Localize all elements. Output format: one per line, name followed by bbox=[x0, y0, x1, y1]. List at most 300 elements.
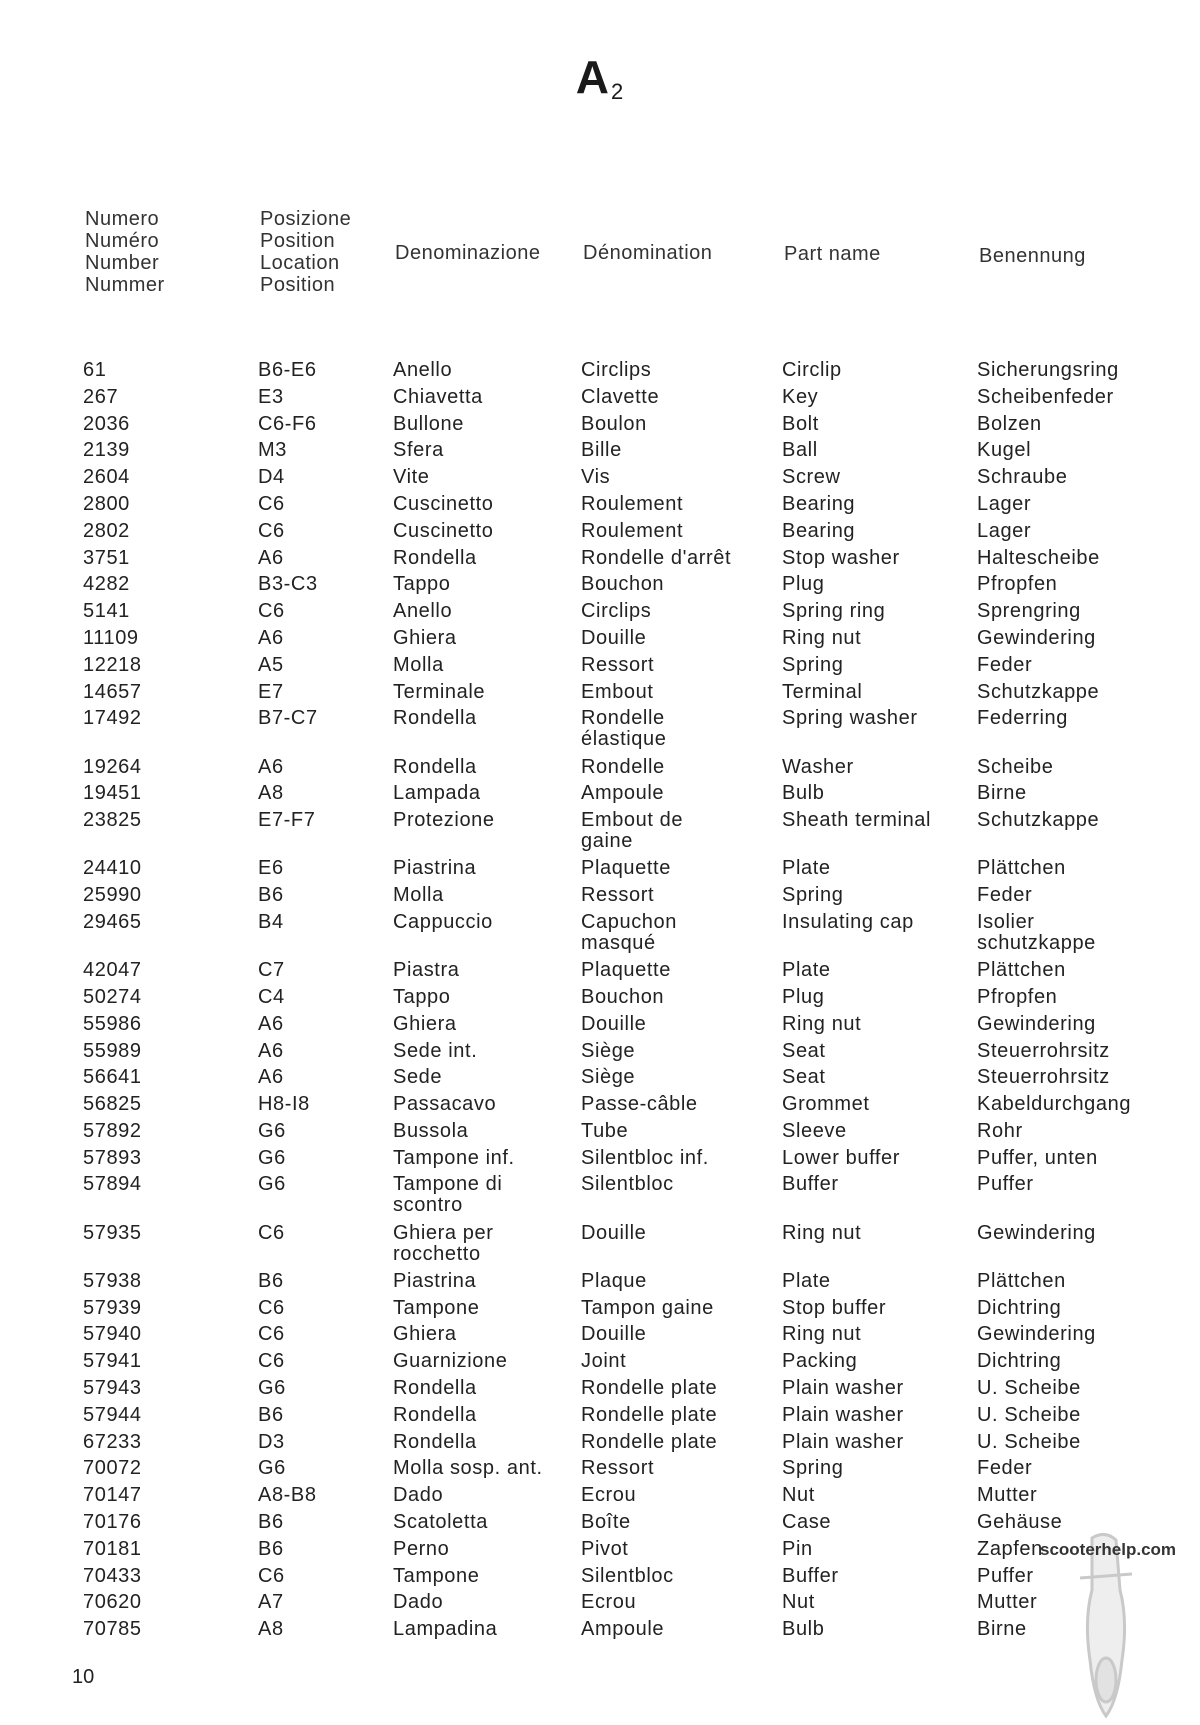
table-cell: 55986 bbox=[83, 1012, 142, 1035]
column-header-line: Part name bbox=[784, 243, 881, 265]
table-cell: Grommet bbox=[782, 1093, 870, 1116]
table-cell: A6 bbox=[258, 755, 284, 778]
table-cell: Perno bbox=[393, 1537, 450, 1560]
table-cell: Lower buffer bbox=[782, 1146, 901, 1169]
table-row bbox=[0, 810, 1200, 858]
table-cell: U. Scheibe bbox=[977, 1377, 1081, 1400]
table-cell: B6 bbox=[258, 884, 284, 907]
table-cell: Plain washer bbox=[782, 1403, 904, 1426]
table-row bbox=[0, 1566, 1200, 1593]
table-cell: 19451 bbox=[83, 782, 142, 805]
watermark-text: scooterhelp.com bbox=[1040, 1540, 1177, 1559]
table-cell: Rondelle d'arrêt bbox=[581, 546, 732, 569]
table-cell: H8-I8 bbox=[258, 1093, 310, 1116]
table-row bbox=[0, 1405, 1200, 1432]
table-cell: Molla sosp. ant. bbox=[393, 1457, 543, 1480]
table-cell: Buffer bbox=[782, 1173, 839, 1196]
table-cell: 57892 bbox=[83, 1119, 142, 1142]
column-header bbox=[85, 208, 165, 296]
table-cell: Plate bbox=[782, 1269, 831, 1292]
table-cell: Circlip bbox=[782, 359, 842, 381]
table-row bbox=[0, 885, 1200, 912]
table-cell: Vis bbox=[581, 466, 611, 489]
table-cell: 19264 bbox=[83, 755, 142, 778]
table-cell: Bearing bbox=[782, 519, 856, 542]
table-cell: Plain washer bbox=[782, 1377, 904, 1400]
table-cell: Tampone inf. bbox=[393, 1146, 515, 1169]
table-cell: Zapfen bbox=[977, 1537, 1043, 1560]
table-cell: Sleeve bbox=[782, 1119, 847, 1142]
table-cell: 57941 bbox=[83, 1350, 142, 1373]
table-cell: 70147 bbox=[83, 1484, 142, 1507]
table-cell: U. Scheibe bbox=[977, 1403, 1081, 1426]
table-cell: Sicherungsring bbox=[977, 359, 1119, 381]
table-cell: 55989 bbox=[83, 1039, 142, 1062]
column-header-line: Numero bbox=[85, 208, 160, 230]
table-cell: Gehäuse bbox=[977, 1511, 1063, 1534]
table-cell: 17492 bbox=[83, 707, 142, 730]
table-row bbox=[0, 387, 1200, 414]
table-cell: 70181 bbox=[83, 1537, 142, 1560]
table-cell: Ressort bbox=[581, 653, 655, 676]
table-cell: M3 bbox=[258, 439, 287, 462]
table-cell: A8 bbox=[258, 1618, 284, 1641]
table-cell: Plaquette bbox=[581, 959, 671, 982]
table-cell: Dado bbox=[393, 1484, 444, 1507]
table-cell: Rondella bbox=[393, 546, 477, 569]
table-cell: Feder bbox=[977, 653, 1033, 676]
table-cell: Cappuccio bbox=[393, 910, 493, 933]
table-cell: Stop washer bbox=[782, 546, 900, 569]
table-cell: 2802 bbox=[83, 519, 130, 542]
table-cell: Cuscinetto bbox=[393, 492, 494, 515]
table-cell: Rondella bbox=[393, 1403, 477, 1426]
table-cell: G6 bbox=[258, 1377, 286, 1400]
table-cell: Feder bbox=[977, 884, 1033, 907]
table-cell: Buffer bbox=[782, 1564, 839, 1587]
table-cell: Douille bbox=[581, 1323, 647, 1346]
parts-table bbox=[0, 360, 1200, 1646]
table-cell: Joint bbox=[581, 1350, 627, 1373]
table-cell: A5 bbox=[258, 653, 284, 676]
table-cell: Guarnizione bbox=[393, 1350, 508, 1373]
table-cell: Dichtring bbox=[977, 1296, 1062, 1319]
table-cell: Molla bbox=[393, 884, 444, 907]
table-cell: G6 bbox=[258, 1119, 286, 1142]
table-cell: 2036 bbox=[83, 412, 130, 435]
column-header-line: Denominazione bbox=[395, 242, 541, 264]
table-row bbox=[0, 601, 1200, 628]
table-cell: C7 bbox=[258, 959, 285, 982]
table-cell: G6 bbox=[258, 1173, 286, 1196]
table-cell: B6 bbox=[258, 1269, 284, 1292]
column-header-line: Benennung bbox=[979, 245, 1086, 267]
table-row bbox=[0, 440, 1200, 467]
table-cell: Roulement bbox=[581, 492, 684, 515]
table-cell: Rondella bbox=[393, 1377, 477, 1400]
table-cell: Tube bbox=[581, 1119, 629, 1142]
table-cell: Birne bbox=[977, 1618, 1027, 1641]
table-row bbox=[0, 1223, 1200, 1271]
table-row bbox=[0, 682, 1200, 709]
table-cell: Sfera bbox=[393, 439, 444, 462]
table-cell: Spring bbox=[782, 884, 844, 907]
table-cell: Gewindering bbox=[977, 1012, 1096, 1035]
table-row bbox=[0, 1432, 1200, 1459]
table-cell: 57935 bbox=[83, 1221, 142, 1244]
table-cell: B6 bbox=[258, 1403, 284, 1426]
table-row bbox=[0, 1148, 1200, 1175]
table-row bbox=[0, 1121, 1200, 1148]
table-row bbox=[0, 912, 1200, 960]
table-cell: Lager bbox=[977, 492, 1032, 515]
table-cell: 12218 bbox=[83, 653, 142, 676]
table-cell: Seat bbox=[782, 1039, 826, 1062]
table-cell: G6 bbox=[258, 1146, 286, 1169]
table-cell: C6 bbox=[258, 1564, 285, 1587]
table-cell: E6 bbox=[258, 857, 284, 880]
table-cell: B6-E6 bbox=[258, 359, 317, 381]
table-cell: Stop buffer bbox=[782, 1296, 887, 1319]
column-header bbox=[979, 245, 1086, 267]
table-cell: 56825 bbox=[83, 1093, 142, 1116]
table-row bbox=[0, 708, 1200, 756]
table-cell: Plug bbox=[782, 985, 825, 1008]
table-cell: Spring bbox=[782, 653, 844, 676]
table-cell: 57944 bbox=[83, 1403, 142, 1426]
table-cell: Passacavo bbox=[393, 1093, 497, 1116]
table-cell: 2139 bbox=[83, 439, 130, 462]
table-cell: 57939 bbox=[83, 1296, 142, 1319]
table-cell: C6 bbox=[258, 1296, 285, 1319]
table-cell: Ressort bbox=[581, 884, 655, 907]
column-header-line: Location bbox=[260, 252, 340, 274]
table-cell: Tappo bbox=[393, 573, 451, 596]
table-cell: 25990 bbox=[83, 884, 142, 907]
table-cell: 57894 bbox=[83, 1173, 142, 1196]
table-cell: Steuerrohrsitz bbox=[977, 1066, 1110, 1089]
column-header-line: Position bbox=[260, 230, 336, 252]
table-row bbox=[0, 960, 1200, 987]
table-cell: Pfropfen bbox=[977, 573, 1058, 596]
table-cell: Haltescheibe bbox=[977, 546, 1100, 569]
table-cell: D3 bbox=[258, 1430, 285, 1453]
table-cell: Kabeldurchgang bbox=[977, 1093, 1132, 1116]
table-cell: Bearing bbox=[782, 492, 856, 515]
table-row bbox=[0, 1094, 1200, 1121]
table-cell: Spring bbox=[782, 1457, 844, 1480]
table-cell: 24410 bbox=[83, 857, 142, 880]
table-cell: 42047 bbox=[83, 959, 142, 982]
table-cell: 11109 bbox=[83, 626, 139, 649]
column-header bbox=[583, 242, 712, 264]
table-cell: 57943 bbox=[83, 1377, 142, 1400]
table-cell: B3-C3 bbox=[258, 573, 318, 596]
table-cell: Plättchen bbox=[977, 1269, 1066, 1292]
table-cell: G6 bbox=[258, 1457, 286, 1480]
table-cell: Terminal bbox=[782, 680, 863, 703]
table-row bbox=[0, 1619, 1200, 1646]
table-cell: Puffer, unten bbox=[977, 1146, 1098, 1169]
table-row bbox=[0, 1592, 1200, 1619]
table-row bbox=[0, 1174, 1200, 1222]
table-cell: Bulb bbox=[782, 782, 825, 805]
table-cell: Bouchon bbox=[581, 573, 665, 596]
table-cell: Puffer bbox=[977, 1173, 1034, 1196]
table-cell: Plug bbox=[782, 573, 825, 596]
table-cell: Rohr bbox=[977, 1119, 1023, 1142]
table-cell: Rondella bbox=[393, 707, 477, 730]
table-cell: Ecrou bbox=[581, 1484, 637, 1507]
table-cell: C6 bbox=[258, 1350, 285, 1373]
table-cell: Ring nut bbox=[782, 1012, 862, 1035]
column-header-line: Dénomination bbox=[583, 242, 713, 264]
table-cell: Ghiera per rocchetto bbox=[393, 1221, 494, 1265]
table-cell: Federring bbox=[977, 707, 1068, 730]
table-cell: B6 bbox=[258, 1511, 284, 1534]
table-cell: 267 bbox=[83, 385, 119, 408]
table-cell: 70785 bbox=[83, 1618, 142, 1641]
column-header bbox=[395, 242, 540, 264]
table-row bbox=[0, 1041, 1200, 1068]
table-row bbox=[0, 1539, 1200, 1566]
table-cell: Bolt bbox=[782, 412, 819, 435]
table-cell: Schutzkappe bbox=[977, 680, 1100, 703]
table-cell: Case bbox=[782, 1511, 832, 1534]
table-cell: A6 bbox=[258, 1066, 284, 1089]
table-cell: Kugel bbox=[977, 439, 1032, 462]
table-cell: Scatoletta bbox=[393, 1511, 488, 1534]
table-cell: Mutter bbox=[977, 1484, 1038, 1507]
table-row bbox=[0, 1324, 1200, 1351]
table-cell: Spring washer bbox=[782, 707, 918, 730]
table-cell: 23825 bbox=[83, 809, 142, 832]
table-cell: Ring nut bbox=[782, 626, 862, 649]
table-cell: 67233 bbox=[83, 1430, 142, 1453]
table-cell: Nut bbox=[782, 1484, 815, 1507]
table-cell: Isolier schutzkappe bbox=[977, 910, 1096, 954]
table-row bbox=[0, 858, 1200, 885]
table-cell: Douille bbox=[581, 1221, 647, 1244]
table-cell: Steuerrohrsitz bbox=[977, 1039, 1110, 1062]
table-cell: Terminale bbox=[393, 680, 486, 703]
table-row bbox=[0, 1351, 1200, 1378]
table-cell: 57940 bbox=[83, 1323, 142, 1346]
table-cell: Rondelle bbox=[581, 755, 665, 778]
table-row bbox=[0, 987, 1200, 1014]
table-cell: Protezione bbox=[393, 809, 495, 832]
table-cell: Rondelle élastique bbox=[581, 707, 667, 751]
table-cell: Piastrina bbox=[393, 1269, 477, 1292]
table-cell: Ring nut bbox=[782, 1323, 862, 1346]
table-row bbox=[0, 757, 1200, 784]
table-cell: Feder bbox=[977, 1457, 1033, 1480]
table-cell: Ecrou bbox=[581, 1591, 637, 1614]
table-cell: Sede bbox=[393, 1066, 443, 1089]
table-cell: Vite bbox=[393, 466, 430, 489]
table-cell: Washer bbox=[782, 755, 854, 778]
table-row bbox=[0, 494, 1200, 521]
table-cell: Piastra bbox=[393, 959, 460, 982]
table-cell: Plaque bbox=[581, 1269, 647, 1292]
table-cell: Screw bbox=[782, 466, 841, 489]
table-cell: C6-F6 bbox=[258, 412, 317, 435]
table-cell: Spring ring bbox=[782, 600, 886, 623]
table-row bbox=[0, 548, 1200, 575]
table-cell: Rondella bbox=[393, 1430, 477, 1453]
table-cell: Bulb bbox=[782, 1618, 825, 1641]
table-cell: Bussola bbox=[393, 1119, 469, 1142]
table-cell: Molla bbox=[393, 653, 444, 676]
table-cell: Silentbloc bbox=[581, 1173, 674, 1196]
table-cell: Pin bbox=[782, 1537, 813, 1560]
table-cell: Gewindering bbox=[977, 1323, 1096, 1346]
table-cell: Puffer bbox=[977, 1564, 1034, 1587]
table-cell: Boulon bbox=[581, 412, 647, 435]
table-cell: Pivot bbox=[581, 1537, 629, 1560]
table-cell: Bille bbox=[581, 439, 622, 462]
column-header bbox=[784, 243, 881, 265]
table-cell: Plaquette bbox=[581, 857, 671, 880]
table-cell: 29465 bbox=[83, 910, 142, 933]
table-cell: Ghiera bbox=[393, 626, 457, 649]
table-cell: Rondelle plate bbox=[581, 1377, 718, 1400]
table-cell: 70072 bbox=[83, 1457, 142, 1480]
table-cell: Tappo bbox=[393, 985, 451, 1008]
table-cell: Ball bbox=[782, 439, 818, 462]
table-cell: A8-B8 bbox=[258, 1484, 317, 1507]
table-cell: Pfropfen bbox=[977, 985, 1058, 1008]
table-cell: D4 bbox=[258, 466, 285, 489]
table-cell: Dado bbox=[393, 1591, 444, 1614]
table-cell: Birne bbox=[977, 782, 1027, 805]
table-row bbox=[0, 1067, 1200, 1094]
table-cell: A6 bbox=[258, 546, 284, 569]
table-cell: Ressort bbox=[581, 1457, 655, 1480]
table-cell: 5141 bbox=[83, 600, 130, 623]
table-cell: B7-C7 bbox=[258, 707, 318, 730]
table-row bbox=[0, 521, 1200, 548]
table-cell: 70176 bbox=[83, 1511, 142, 1534]
table-cell: U. Scheibe bbox=[977, 1430, 1081, 1453]
table-cell: Packing bbox=[782, 1350, 858, 1373]
table-row bbox=[0, 360, 1200, 387]
table-cell: Circlips bbox=[581, 600, 652, 623]
table-row bbox=[0, 783, 1200, 810]
table-cell: 57893 bbox=[83, 1146, 142, 1169]
table-cell: Douille bbox=[581, 626, 647, 649]
table-cell: 14657 bbox=[83, 680, 142, 703]
table-cell: Passe-câble bbox=[581, 1093, 698, 1116]
table-cell: Bouchon bbox=[581, 985, 665, 1008]
table-cell: Scheibe bbox=[977, 755, 1054, 778]
table-cell: C6 bbox=[258, 1323, 285, 1346]
table-cell: E7-F7 bbox=[258, 809, 316, 832]
table-cell: Sheath terminal bbox=[782, 809, 932, 832]
column-header-line: Nummer bbox=[85, 274, 165, 296]
table-cell: A8 bbox=[258, 782, 284, 805]
table-cell: 70620 bbox=[83, 1591, 142, 1614]
table-row bbox=[0, 1271, 1200, 1298]
table-row bbox=[0, 414, 1200, 441]
table-cell: Anello bbox=[393, 600, 453, 623]
table-cell: 50274 bbox=[83, 985, 142, 1008]
table-cell: B4 bbox=[258, 910, 284, 933]
table-cell: Seat bbox=[782, 1066, 826, 1089]
table-cell: Sede int. bbox=[393, 1039, 478, 1062]
table-cell: Mutter bbox=[977, 1591, 1038, 1614]
table-cell: Circlips bbox=[581, 359, 652, 381]
table-cell: Gewindering bbox=[977, 1221, 1096, 1244]
table-cell: C6 bbox=[258, 600, 285, 623]
page-number: 10 bbox=[72, 1666, 95, 1688]
table-cell: Bullone bbox=[393, 412, 464, 435]
table-row bbox=[0, 1485, 1200, 1512]
table-cell: A6 bbox=[258, 1012, 284, 1035]
table-cell: 56641 bbox=[83, 1066, 142, 1089]
table-cell: Ampoule bbox=[581, 782, 665, 805]
table-cell: Silentbloc inf. bbox=[581, 1146, 709, 1169]
table-cell: Piastrina bbox=[393, 857, 477, 880]
table-cell: Ring nut bbox=[782, 1221, 862, 1244]
table-row bbox=[0, 655, 1200, 682]
table-cell: A6 bbox=[258, 1039, 284, 1062]
table-cell: Key bbox=[782, 385, 819, 408]
column-header-line: Number bbox=[85, 252, 160, 274]
table-cell: Ghiera bbox=[393, 1012, 457, 1035]
table-cell: 2800 bbox=[83, 492, 130, 515]
table-cell: Plättchen bbox=[977, 857, 1066, 880]
table-cell: Ghiera bbox=[393, 1323, 457, 1346]
table-cell: Plate bbox=[782, 959, 831, 982]
table-cell: Schutzkappe bbox=[977, 809, 1100, 832]
table-cell: Anello bbox=[393, 359, 453, 381]
table-cell: 2604 bbox=[83, 466, 130, 489]
table-cell: 4282 bbox=[83, 573, 130, 596]
table-cell: A7 bbox=[258, 1591, 284, 1614]
table-cell: Embout bbox=[581, 680, 654, 703]
table-cell: Plate bbox=[782, 857, 831, 880]
table-row bbox=[0, 1458, 1200, 1485]
column-header-line: Posizione bbox=[260, 208, 352, 230]
table-cell: Silentbloc bbox=[581, 1564, 674, 1587]
table-row bbox=[0, 467, 1200, 494]
table-cell: Schraube bbox=[977, 466, 1068, 489]
table-cell: Clavette bbox=[581, 385, 660, 408]
column-header-line: Numéro bbox=[85, 230, 160, 252]
table-cell: Rondelle plate bbox=[581, 1403, 718, 1426]
table-cell: Chiavetta bbox=[393, 385, 483, 408]
table-cell: C6 bbox=[258, 519, 285, 542]
table-cell: A6 bbox=[258, 626, 284, 649]
table-cell: C6 bbox=[258, 492, 285, 515]
table-cell: Plain washer bbox=[782, 1430, 904, 1453]
table-cell: Sprengring bbox=[977, 600, 1081, 623]
table-cell: Bolzen bbox=[977, 412, 1042, 435]
table-cell: Lampadina bbox=[393, 1618, 498, 1641]
table-cell: Rondelle plate bbox=[581, 1430, 718, 1453]
table-cell: Embout de gaine bbox=[581, 809, 684, 853]
table-cell: Tampone bbox=[393, 1296, 480, 1319]
table-cell: Tampone bbox=[393, 1564, 480, 1587]
table-cell: B6 bbox=[258, 1537, 284, 1560]
table-cell: 61 bbox=[83, 359, 107, 381]
table-cell: Scheibenfeder bbox=[977, 385, 1114, 408]
table-row bbox=[0, 1378, 1200, 1405]
table-cell: Nut bbox=[782, 1591, 815, 1614]
table-cell: Siège bbox=[581, 1039, 636, 1062]
table-cell: C4 bbox=[258, 985, 285, 1008]
